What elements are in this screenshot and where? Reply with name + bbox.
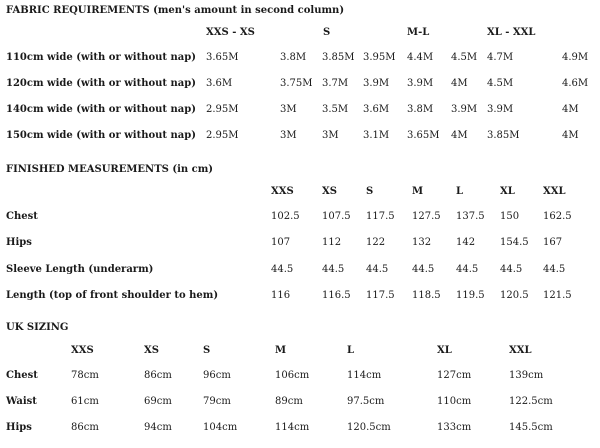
uk-cell: 89cm xyxy=(275,396,303,407)
finished-cell: 44.5 xyxy=(322,264,345,275)
fabric-cell: 3.5M xyxy=(322,104,349,115)
fabric-cell: 3.95M xyxy=(363,52,396,63)
finished-cell: 132 xyxy=(412,237,432,248)
uk-cell: 69cm xyxy=(144,396,172,407)
finished-row-label: Length (top of front shoulder to hem) xyxy=(6,290,219,301)
fabric-cell: 3.7M xyxy=(322,78,349,89)
finished-cell: 107.5 xyxy=(322,211,351,222)
fabric-cell: 4M xyxy=(562,104,579,115)
fabric-cell: 4M xyxy=(451,78,468,89)
finished-cell: 119.5 xyxy=(456,290,485,301)
fabric-row-label: 110cm wide (with or without nap) xyxy=(6,52,197,63)
uk-cell: 86cm xyxy=(71,422,99,433)
fabric-cell: 3.6M xyxy=(363,104,390,115)
fabric-cell: 3M xyxy=(322,130,339,141)
finished-cell: 137.5 xyxy=(456,211,485,222)
uk-size-header: L xyxy=(347,345,355,356)
uk-size-header: S xyxy=(203,345,211,356)
finished-cell: 118.5 xyxy=(412,290,441,301)
fabric-cell: 4.7M xyxy=(487,52,514,63)
uk-cell: 97.5cm xyxy=(347,396,385,407)
uk-cell: 106cm xyxy=(275,370,310,381)
uk-cell: 110cm xyxy=(437,396,472,407)
finished-cell: 167 xyxy=(543,237,563,248)
uk-row-label: Chest xyxy=(6,370,38,381)
uk-size-header: XXL xyxy=(509,345,532,356)
finished-cell: 154.5 xyxy=(500,237,529,248)
fabric-cell: 3.65M xyxy=(407,130,440,141)
fabric-cell: 3.9M xyxy=(487,104,514,115)
fabric-cell: 4.5M xyxy=(487,78,514,89)
fabric-size-header: M-L xyxy=(407,27,430,38)
finished-size-header: L xyxy=(456,186,464,197)
uk-cell: 139cm xyxy=(509,370,544,381)
finished-size-header: XS xyxy=(322,186,337,197)
fabric-cell: 2.95M xyxy=(206,104,239,115)
finished-cell: 121.5 xyxy=(543,290,572,301)
uk-size-header: M xyxy=(275,345,287,356)
uk-cell: 96cm xyxy=(203,370,231,381)
fabric-cell: 3.9M xyxy=(407,78,434,89)
fabric-row-label: 120cm wide (with or without nap) xyxy=(6,78,197,89)
finished-size-header: S xyxy=(366,186,374,197)
fabric-cell: 3.75M xyxy=(280,78,313,89)
fabric-cell: 3.9M xyxy=(451,104,478,115)
uk-cell: 104cm xyxy=(203,422,238,433)
fabric-size-header: XL - XXL xyxy=(487,27,536,38)
finished-cell: 142 xyxy=(456,237,476,248)
fabric-cell: 3.8M xyxy=(407,104,434,115)
finished-cell: 44.5 xyxy=(543,264,566,275)
uk-cell: 79cm xyxy=(203,396,231,407)
uk-cell: 114cm xyxy=(347,370,382,381)
uk-cell: 133cm xyxy=(437,422,472,433)
fabric-title: FABRIC REQUIREMENTS (men's amount in second column) xyxy=(6,5,345,16)
fabric-row-label: 140cm wide (with or without nap) xyxy=(6,104,197,115)
uk-cell: 145.5cm xyxy=(509,422,553,433)
fabric-cell: 4.5M xyxy=(451,52,478,63)
finished-cell: 112 xyxy=(322,237,342,248)
finished-cell: 122 xyxy=(366,237,386,248)
finished-size-header: XXS xyxy=(271,186,294,197)
uk-title: UK SIZING xyxy=(6,322,69,333)
fabric-cell: 3.65M xyxy=(206,52,239,63)
finished-cell: 102.5 xyxy=(271,211,300,222)
fabric-cell: 2.95M xyxy=(206,130,239,141)
finished-cell: 162.5 xyxy=(543,211,572,222)
fabric-cell: 3.85M xyxy=(487,130,520,141)
fabric-row-label: 150cm wide (with or without nap) xyxy=(6,130,197,141)
uk-cell: 114cm xyxy=(275,422,310,433)
fabric-cell: 3.85M xyxy=(322,52,355,63)
finished-cell: 44.5 xyxy=(456,264,479,275)
fabric-cell: 3M xyxy=(280,104,297,115)
finished-cell: 107 xyxy=(271,237,291,248)
fabric-cell: 3.8M xyxy=(280,52,307,63)
finished-row-label: Chest xyxy=(6,211,38,222)
finished-row-label: Sleeve Length (underarm) xyxy=(6,264,154,275)
finished-cell: 44.5 xyxy=(500,264,523,275)
uk-cell: 122.5cm xyxy=(509,396,553,407)
finished-row-label: Hips xyxy=(6,237,32,248)
uk-cell: 61cm xyxy=(71,396,99,407)
uk-row-label: Waist xyxy=(6,396,37,407)
finished-cell: 117.5 xyxy=(366,290,395,301)
finished-cell: 117.5 xyxy=(366,211,395,222)
finished-cell: 116 xyxy=(271,290,291,301)
fabric-cell: 4.9M xyxy=(562,52,589,63)
fabric-size-header: XXS - XS xyxy=(206,27,255,38)
finished-cell: 44.5 xyxy=(412,264,435,275)
finished-cell: 44.5 xyxy=(366,264,389,275)
finished-cell: 116.5 xyxy=(322,290,351,301)
fabric-cell: 3.9M xyxy=(363,78,390,89)
uk-cell: 120.5cm xyxy=(347,422,391,433)
finished-size-header: XL xyxy=(500,186,515,197)
fabric-size-header: S xyxy=(323,27,331,38)
finished-cell: 120.5 xyxy=(500,290,529,301)
fabric-cell: 3.6M xyxy=(206,78,233,89)
fabric-cell: 4M xyxy=(451,130,468,141)
finished-cell: 44.5 xyxy=(271,264,294,275)
uk-row-label: Hips xyxy=(6,422,32,433)
finished-size-header: M xyxy=(412,186,424,197)
uk-size-header: XL xyxy=(437,345,452,356)
fabric-cell: 4M xyxy=(562,130,579,141)
fabric-cell: 4.4M xyxy=(407,52,434,63)
fabric-cell: 4.6M xyxy=(562,78,589,89)
finished-title: FINISHED MEASUREMENTS (in cm) xyxy=(6,164,214,175)
finished-cell: 127.5 xyxy=(412,211,441,222)
uk-cell: 127cm xyxy=(437,370,472,381)
uk-cell: 78cm xyxy=(71,370,99,381)
uk-cell: 86cm xyxy=(144,370,172,381)
uk-cell: 94cm xyxy=(144,422,172,433)
fabric-cell: 3M xyxy=(280,130,297,141)
fabric-cell: 3.1M xyxy=(363,130,390,141)
uk-size-header: XS xyxy=(144,345,159,356)
finished-cell: 150 xyxy=(500,211,520,222)
uk-size-header: XXS xyxy=(71,345,94,356)
finished-size-header: XXL xyxy=(543,186,566,197)
